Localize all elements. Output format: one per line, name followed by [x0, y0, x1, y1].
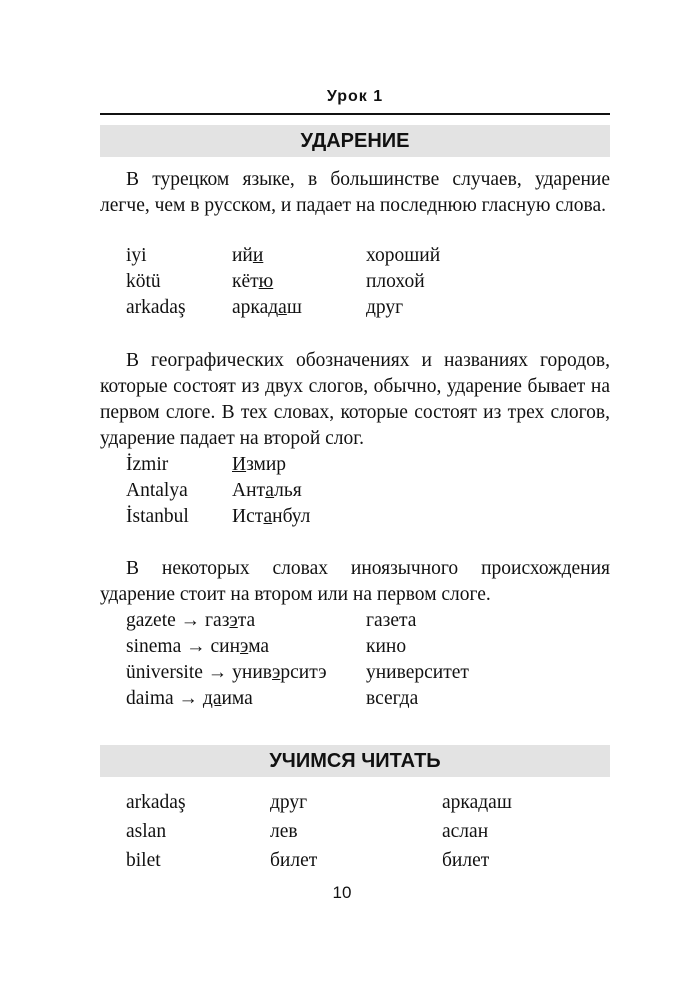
- stressed-vowel: да: [202, 688, 222, 709]
- stressed-word: газэта: [205, 610, 256, 631]
- paragraph-2: В географических обозначениях и названиях городов, которые состоят из двух слогов, обычно, ударение бывает на первом слоге. В тех словах, которые состоят из трех слогов, ударение падает на второй слог.: [100, 350, 610, 449]
- header-rule: [100, 113, 610, 115]
- russian-translation: друг: [270, 792, 308, 813]
- russian-translation: лев: [270, 821, 298, 842]
- russian-translation: всегда: [366, 688, 419, 709]
- russian-translation: плохой: [366, 271, 425, 292]
- stressed-word: даима: [202, 688, 253, 709]
- section-title-stress: УДАРЕНИЕ: [100, 125, 610, 157]
- russian-translation: билет: [270, 850, 318, 871]
- stressed-word: синэма: [210, 636, 270, 657]
- transliteration: аркадаш: [442, 792, 512, 813]
- stressed-vowel: э: [240, 636, 249, 657]
- turkish-with-stress: sinema → синэма: [126, 636, 270, 657]
- russian-translation: газета: [366, 610, 417, 631]
- stressed-word: ийи: [232, 245, 264, 266]
- stressed-vowel: а: [263, 506, 273, 527]
- turkish-with-stress: daima → даима: [126, 688, 253, 709]
- paragraph-1: В турецком языке, в большинстве случаев, ударение легче, чем в русском, и падает на последнюю гласную слова.: [100, 169, 610, 216]
- turkish-with-stress: üniversite → унивэрситэ: [126, 662, 327, 683]
- russian-translation: кино: [366, 636, 407, 657]
- transliteration: билет: [442, 850, 490, 871]
- stressed-vowel: э: [229, 610, 238, 631]
- turkish-word: arkadaş: [126, 297, 186, 318]
- turkish-word: iyi: [126, 245, 147, 266]
- stressed-word: унивэрситэ: [232, 662, 327, 683]
- stressed-word: кётю: [232, 271, 274, 292]
- page-number: 10: [332, 883, 352, 902]
- turkish-word: İstanbul: [126, 506, 189, 527]
- turkish-with-stress: gazete → газэта: [126, 610, 256, 631]
- stressed-vowel: э: [272, 662, 281, 683]
- russian-translation: друг: [366, 297, 404, 318]
- turkish-word: aslan: [126, 821, 167, 842]
- section-title-reading: УЧИМСЯ ЧИТАТЬ: [100, 745, 610, 777]
- turkish-word: bilet: [126, 850, 161, 871]
- stressed-vowel: а: [265, 480, 275, 501]
- transliteration: аслан: [442, 821, 489, 842]
- paragraph-3: В некоторых словах иноязычного происхождения ударение стоит на втором или на первом слоге.: [100, 558, 610, 605]
- russian-translation: университет: [366, 662, 469, 683]
- stressed-vowel: и: [252, 245, 264, 266]
- turkish-word: arkadaş: [126, 792, 186, 813]
- stressed-word: Истанбул: [232, 506, 311, 527]
- stressed-word: Измир: [232, 454, 287, 475]
- lesson-header: Урок 1: [326, 88, 384, 105]
- stressed-vowel: а: [278, 297, 287, 318]
- stressed-word: аркадаш: [232, 297, 302, 318]
- stressed-vowel: И: [232, 454, 247, 475]
- stressed-word: Анталья: [232, 480, 302, 501]
- turkish-word: kötü: [126, 271, 161, 292]
- stressed-vowel: ю: [258, 271, 274, 292]
- russian-translation: хороший: [366, 245, 441, 266]
- turkish-word: Antalya: [126, 480, 188, 501]
- turkish-word: İzmir: [126, 454, 169, 475]
